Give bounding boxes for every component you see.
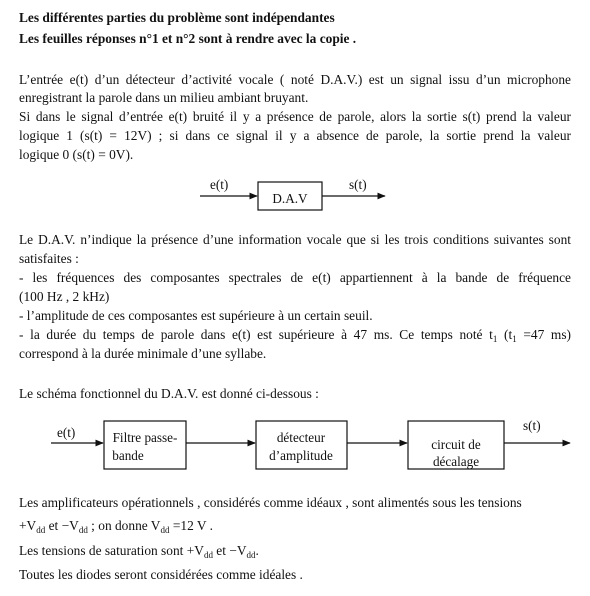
bandpass-filter-label-2: bande (112, 448, 144, 463)
footer-line-3: Les tensions de saturation sont $+V_{dd}$ et $-V_{dd}$. (19, 543, 259, 560)
offset-circuit-label-2: décalage (432, 454, 480, 469)
offset-circuit-label-1: circuit de (431, 437, 481, 452)
intro-p2-line-1: Si dans le signal d’entrée e(t) bruité il y a présence de parole, alors la sortie s(t) prend la valeur (19, 109, 571, 124)
conditions-line-1: Le D.A.V. n’indique la présence d’une information vocale que si les trois conditions suivantes sont (19, 232, 571, 247)
header-line-1: Les différentes parties du problème sont indépendantes (19, 10, 335, 25)
footer-line-4: Toutes les diodes seront considérées comme idéales . (19, 567, 303, 582)
schema-intro: Le schéma fonctionnel du D.A.V. est donné ci-dessous : (19, 386, 319, 401)
bandpass-filter-label-1: Filtre passe- (112, 430, 178, 445)
schema-input-label: e(t) (57, 425, 76, 440)
intro-p1-line-1: L’entrée e(t) d’un détecteur d’activité vocale ( noté D.A.V.) est un signal issu d’un microphone (19, 72, 571, 87)
functional-schema (51, 418, 570, 469)
conditions-line-7: correspond à la durée minimale d’une syllabe. (19, 346, 267, 361)
dav-box-label: D.A.V (272, 191, 308, 206)
footer-line-1: Les amplificateurs opérationnels , considérés comme idéaux , sont alimentés sous les tensions (19, 495, 522, 510)
dav-output-label: s(t) (349, 177, 367, 192)
intro-p1-line-2: enregistrant la parole dans un milieu ambiant bruyant. (19, 90, 309, 105)
amplitude-detector-label-1: détecteur (276, 430, 326, 445)
conditions-line-2: satisfaites : (19, 251, 79, 266)
footer-line-2: $+V_{dd}$ et $-V_{dd}$ ; on donne $V_{dd} =12$ V . (19, 518, 214, 535)
header-line-2: Les feuilles réponses n°1 et n°2 sont à rendre avec la copie . (19, 31, 357, 46)
amplitude-detector-label-2: d’amplitude (269, 448, 333, 463)
dav-input-label: e(t) (210, 177, 229, 192)
dav-diagram (200, 177, 385, 210)
conditions-line-4: (100 Hz , 2 kHz) (19, 289, 110, 304)
intro-p2-line-2: logique 1 (s(t) = 12V) ; si dans ce signal il y a absence de parole, la sortie prend la valeur (19, 128, 571, 143)
schema-output-label: s(t) (523, 418, 541, 433)
conditions-line-5: - l’amplitude de ces composantes est supérieure à un certain seuil. (19, 308, 373, 323)
intro-p2-line-3: logique 0 (s(t) = 0V). (19, 147, 134, 162)
conditions-line-3: - les fréquences des composantes spectrales de e(t) appartiennent à la bande de fréquence (19, 270, 571, 285)
conditions-line-6: - la durée du temps de parole dans e(t) est supérieure à 47 ms. Ce temps noté $t_1$ ($t_1 =47$ ms) (19, 327, 571, 344)
